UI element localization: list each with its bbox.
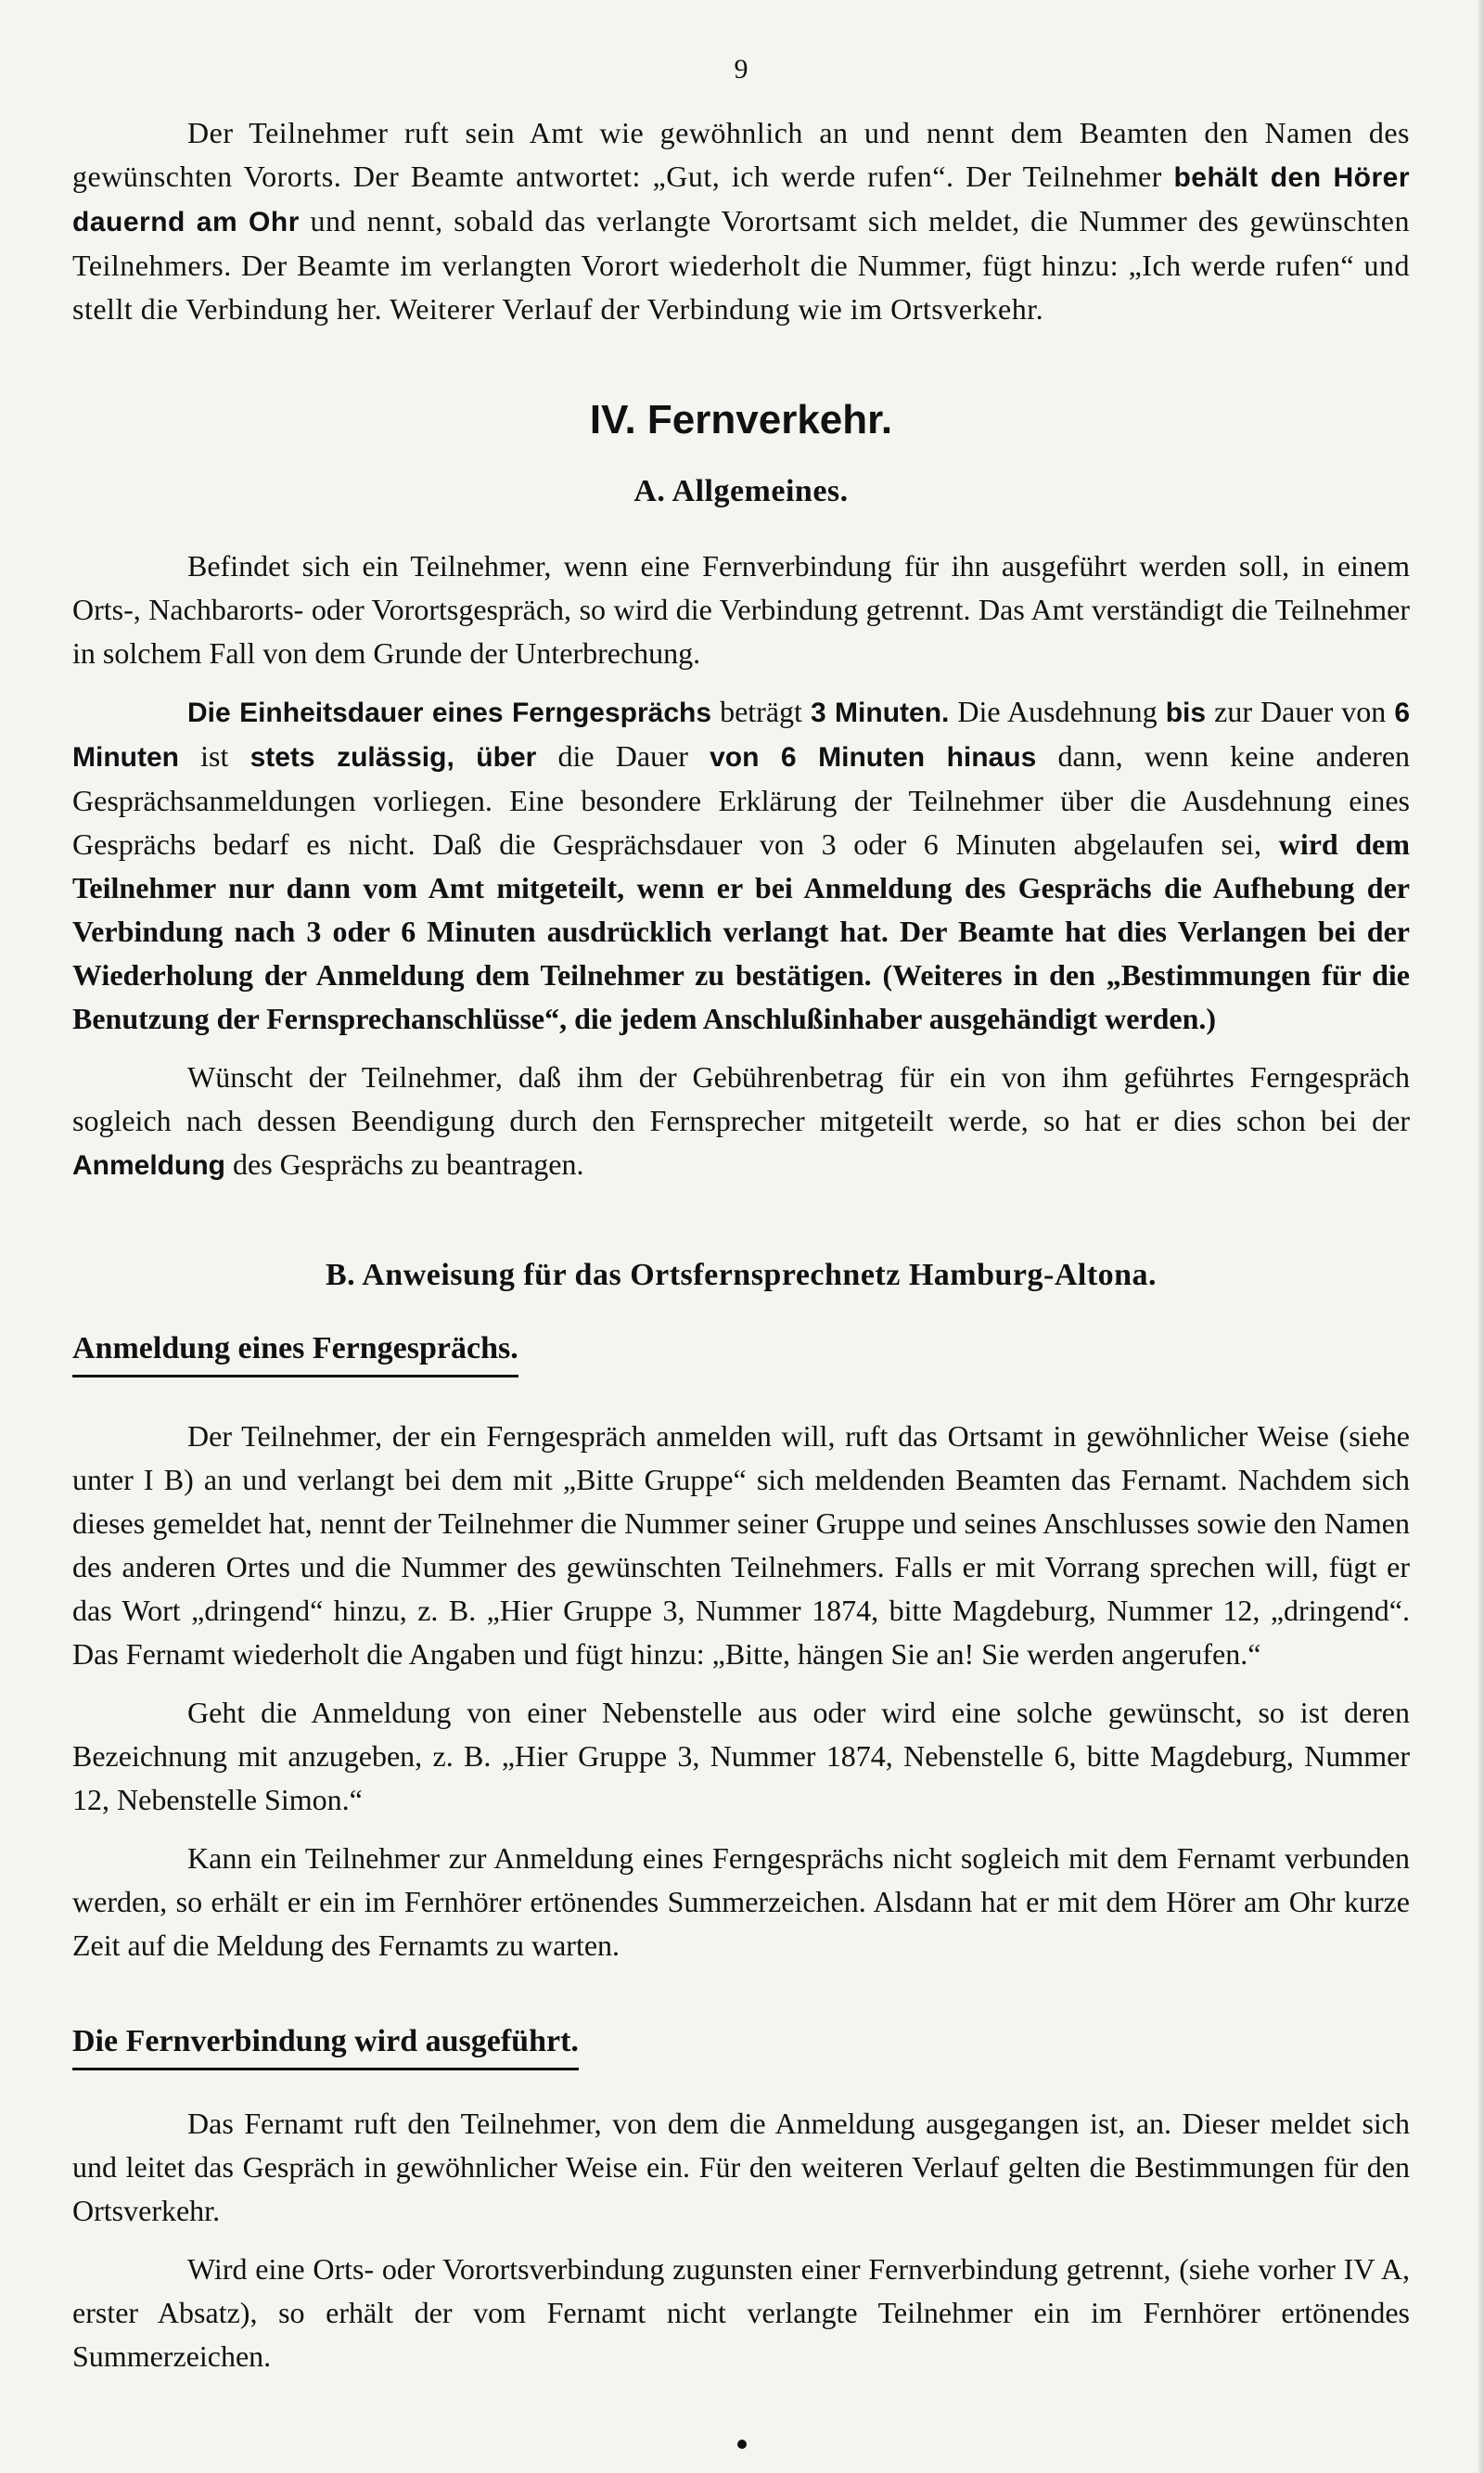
chapter-title: IV. Fernverkehr.	[589, 397, 893, 442]
section-a-paragraph-1: Befindet sich ein Teilnehmer, wenn eine Fernverbindung für ihn ausgeführt werden soll, in einem Orts-, Nachbarorts- oder Vorortsgespräch, so wird die Verbindung getrennt. Das Amt verständigt die Teilnehmer in solchem Fall von dem Grunde der Unterbrechung.	[72, 549, 1410, 670]
section-b-title: B. Anweisung für das Ortsfernsprechnetz Hamburg-Altona.	[325, 1258, 1158, 1292]
emphasis-6-minuten: 6 Minuten	[72, 698, 1411, 773]
text-segment: beträgt	[711, 695, 811, 728]
page-edge-shadow	[1477, 0, 1484, 2473]
subheading-anmeldung: Anmeldung eines Ferngesprächs.	[72, 1328, 518, 1377]
emphasis-einheitsdauer: Die Einheitsdauer eines Ferngesprächs	[187, 698, 712, 728]
section-b-paragraph-2: Geht die Anmeldung von einer Nebenstelle aus oder wird eine solche gewünscht, so ist deren Bezeichnung mit anzugeben, z. B. „Hier Gruppe 3, Nummer 1874, Nebenstelle 6, bitte Magdeburg, Nummer 12, Nebenstelle Simon.“	[72, 1696, 1410, 1816]
emphasis-bis: bis	[1165, 698, 1207, 728]
text-segment: des Gesprächs zu beantragen.	[225, 1147, 584, 1181]
intro-emphasis: behält den Hörer dauernd am Ohr	[72, 162, 1411, 237]
emphasis-anmeldung: Anmeldung	[72, 1150, 225, 1181]
intro-paragraph	[72, 111, 1410, 331]
section-b-paragraph-3: Kann ein Teilnehmer zur Anmeldung eines Ferngesprächs nicht sogleich mit dem Fernamt verbunden werden, so erhält er ein im Fernhörer ertönendes Summerzeichen. Alsdann hat er mit dem Hörer am Ohr kurze Zeit auf die Meldung des Fernamts zu warten.	[72, 1841, 1410, 1962]
intro-text-2: und nennt, sobald das verlangte Vorortsamt sich meldet, die Nummer des gewünschten Teilnehmers. Der Beamte im verlangten Vorort wiederholt die Nummer, fügt hinzu: „Ich werde rufen“ und stellt die Verbindung her. Weiterer Verlauf der Verbindung wie im Ortsverkehr.	[72, 204, 1410, 326]
text-segment: ist	[178, 739, 250, 773]
emphasis-3-minuten: 3 Minuten.	[810, 698, 950, 728]
section-b-paragraph-1: Der Teilnehmer, der ein Ferngespräch anmelden will, ruft das Ortsamt in gewöhnlicher Weise (siehe unter I B) an und verlangt bei dem mit „Bitte Gruppe“ sich meldenden Beamten das Fernamt. Nachdem sich dieses gemeldet hat, nennt der Teilnehmer die Nummer seiner Gruppe und seines Anschlusses sowie den Namen des anderen Ortes und die Nummer des gewünschten Teilnehmers. Falls er mit Vorrang sprechen will, fügt er das Wort „dringend“ hinzu, z. B. „Hier Gruppe 3, Nummer 1874, bitte Magdeburg, Nummer 12, „dringend“. Das Fernamt wiederholt die Angaben und fügt hinzu: „Bitte, hängen Sie an! Sie werden angerufen.“	[72, 1419, 1410, 1671]
section-a-paragraph-3	[72, 1056, 1410, 1187]
section-b-paragraph-5: Wird eine Orts- oder Vorortsverbindung zugunsten einer Fernverbindung getrennt, (siehe vorher IV A, erster Absatz), so erhält der vom Fernamt nicht verlangte Teilnehmer ein im Fernhörer ertönendes Summerzeichen.	[72, 2252, 1410, 2373]
subheading-fernverbindung: Die Fernverbindung wird ausgeführt.	[72, 2021, 579, 2070]
text-segment: Die Ausdehnung	[949, 695, 1166, 728]
text-segment: zur Dauer von	[1206, 695, 1395, 728]
section-a-paragraph-2	[72, 690, 1410, 1041]
emphasis-stets-zulaessig: stets zulässig, über	[249, 742, 537, 773]
section-a-title: A. Allgemeines.	[633, 474, 849, 508]
intro-text-1: Der Teilnehmer ruft sein Amt wie gewöhnlich an und nennt dem Beamten den Namen des gewünschten Vororts. Der Beamte antwortet: „Gut, ich werde rufen“. Der Teilnehmer	[72, 116, 1410, 193]
page-number: 9	[734, 54, 748, 84]
section-b-paragraph-4: Das Fernamt ruft den Teilnehmer, von dem die Anmeldung ausgegangen ist, an. Dieser meldet sich und leitet das Gespräch in gewöhnlicher Weise ein. Für den weiteren Verlauf gelten die Bestimmungen für den Ortsverkehr.	[72, 2107, 1410, 2227]
emphasis-von-6-minuten-hinaus: von 6 Minuten hinaus	[710, 742, 1037, 773]
text-segment: dann, wenn keine anderen Gesprächsanmeldungen vorliegen. Eine besondere Erklärung der Teilnehmer über die Ausdehnung eines Gesprächs bedarf es nicht. Daß die Gesprächsdauer von 3 oder 6 Minuten abgelaufen sei,	[72, 739, 1411, 861]
text-segment: Wünscht der Teilnehmer, daß ihm der Gebührenbetrag für ein von ihm geführtes Ferngespräch sogleich nach dessen Beendigung durch den Fernsprecher mitgeteilt werde, so hat er dies schon bei der	[72, 1060, 1410, 1137]
text-segment: die Dauer	[536, 739, 710, 773]
bottom-dot	[737, 2440, 747, 2449]
emphasis-mitteilung: wird dem Teilnehmer nur dann vom Amt mitgeteilt, wenn er bei Anmeldung des Gesprächs die Aufhebung der Verbindung nach 3 oder 6 Minuten ausdrücklich verlangt hat. Der Beamte hat dies Verlangen bei der Wiederholung der Anmeldung dem Teilnehmer zu bestätigen. (Weiteres in den „Bestimmungen für die Benutzung der Fernsprechanschlüsse“, die jedem Anschlußinhaber ausgehändigt werden.)	[72, 827, 1411, 1035]
